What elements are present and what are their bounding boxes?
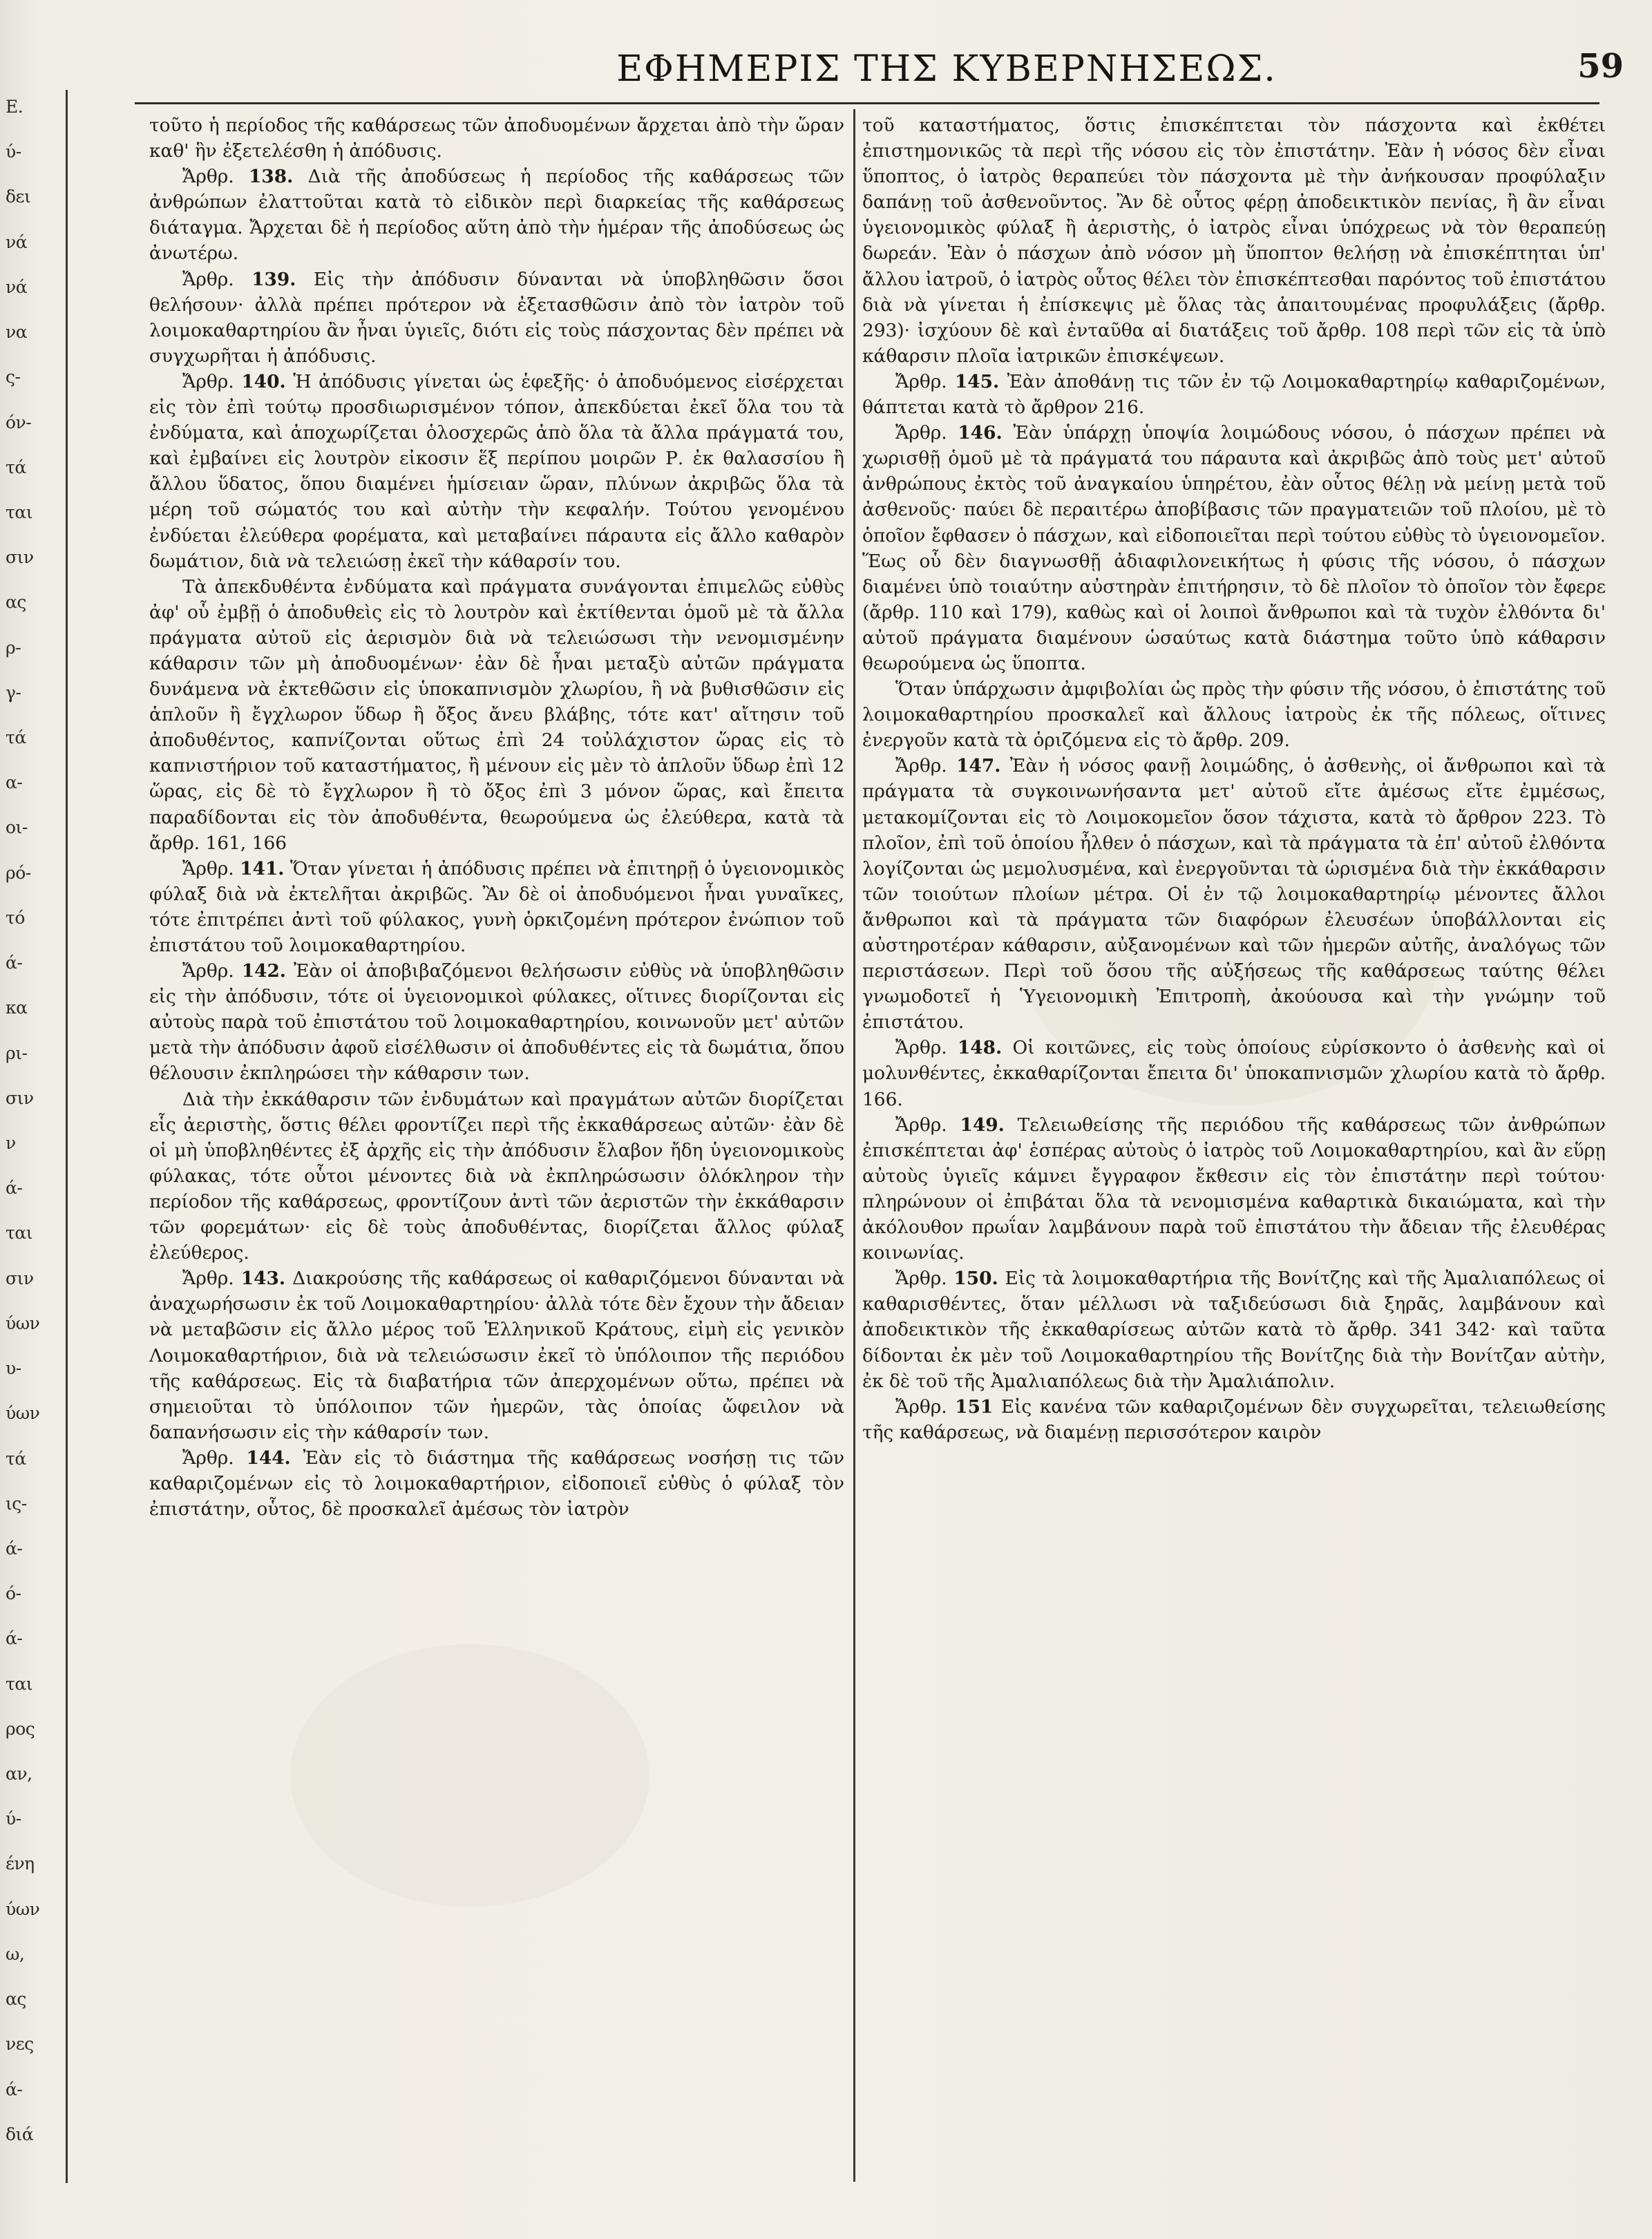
text-paragraph bbox=[149, 1087, 844, 1266]
article-label: Ἄρθρ. bbox=[182, 960, 234, 982]
edge-fragment: ρ- bbox=[6, 637, 21, 658]
paragraph-text: Ἐὰν οἱ ἀποβιβαζόμενοι θελήσωσιν εὐθὺς νὰ ὑποβληθῶσιν εἰς τὴν ἀπόδυσιν, τότε οἱ ὑγειονομικοὶ φύλακες, οἵτινες διορίζονται εἰς αὐτοὺς παρὰ τοῦ ἐπιστάτου τοῦ λοιμοκαθαρτηρίου, κοινωνοῦν μετ' αὐτῶν μετὰ τὴν ἀπόδυσιν ἀφοῦ εἰσέλθωσιν οἱ ἀποδυθέντες εἰς τὰ δωμάτια, ὅπου θέλουσιν ἐκπληρώσει τὴν κάθαρσιν των. bbox=[149, 960, 845, 1085]
edge-fragment: ται bbox=[6, 502, 33, 522]
paragraph-text: Οἱ κοιτῶνες, εἰς τοὺς ὁποίους εὑρίσκοντο ὁ ἀσθενὴς καὶ οἱ μολυνθέντες, ἐκκαθαρίζονται ἔπειτα δι' ὑποκαπνισμῶν χλωρίου κατὰ τὸ ἄρθρ. 166. bbox=[862, 1037, 1606, 1110]
edge-fragment: γ- bbox=[6, 682, 21, 703]
article-paragraph bbox=[149, 1445, 844, 1522]
page-number: 59 bbox=[1577, 47, 1624, 86]
article-number: 149. bbox=[960, 1114, 1005, 1136]
running-title: ΕΦΗΜΕΡΙΣ ΤΗΣ ΚΥΒΕΡΝΗΣΕΩΣ. bbox=[616, 48, 1277, 90]
article-number: 140. bbox=[241, 370, 286, 392]
article-label: Ἄρθρ. bbox=[182, 166, 234, 188]
edge-fragment: ύων bbox=[6, 1313, 40, 1333]
edge-fragment: όν- bbox=[6, 412, 32, 432]
article-label: Ἄρθρ. bbox=[895, 1268, 947, 1290]
edge-fragment: σιν bbox=[6, 1268, 34, 1288]
edge-fragment: ν bbox=[6, 1133, 16, 1153]
article-paragraph bbox=[149, 369, 844, 574]
edge-fragment: ρι- bbox=[6, 1042, 28, 1063]
edge-fragment: ρος bbox=[6, 1718, 35, 1739]
edge-fragment: τά bbox=[6, 457, 26, 477]
article-label: Ἄρθρ. bbox=[182, 370, 234, 392]
article-paragraph bbox=[862, 753, 1606, 1035]
edge-fragment: ά- bbox=[6, 1178, 23, 1199]
paragraph-text: Διακρούσης τῆς καθάρσεως οἱ καθαριζόμενοι δύνανται νὰ ἀναχωρήσωσιν ἐκ τοῦ Λοιμοκαθαρτηρίου· ἀλλὰ τότε δὲν ἔχουν τὴν ἄδειαν νὰ μεταβῶσιν εἰς ἄλλο μέρος τοῦ Ἑλληνικοῦ Κράτους, εἰμὴ εἰς γενικὸν Λοιμοκαθαρτήριον, διὰ νὰ τελειώσωσιν ἐκεῖ τὸ ὑπόλοιπον τῆς περιόδου τῆς καθάρσεως. Εἰς τὰ διαβατήρια τῶν ἀπερχομένων οὕτω, πρέπει νὰ σημειοῦται τὸ ὑπόλοιπον τῶν ἡμερῶν, τὰς ὁποίας ὤφειλον νὰ δαπανήσωσιν εἰς τὴν κάθαρσίν των. bbox=[149, 1268, 845, 1443]
paragraph-text: Εἰς τὰ λοιμοκαθαρτήρια τῆς Βονίτζης καὶ τῆς Ἀμαλιαπόλεως οἱ καθαρισθέντες, ὅταν μέλλωσι νὰ ταξιδεύσωσι διὰ ξηρᾶς, λαμβάνουν καὶ ἀποδεικτικὸν τῆς ἐκκαθαρίσεως αὐτῶν κατὰ τὸ ἄρθρ. 341 342· καὶ ταῦτα δίδονται ἐκ μὲν τοῦ Λοιμοκαθαρτηρίου τῆς Βονίτζης διὰ τὴν Βονίτζαν αὐτὴν, ἐκ δὲ τοῦ τῆς Ἀμαλιαπόλεως διὰ τὴν Ἀμαλιάπολιν. bbox=[862, 1268, 1606, 1392]
edge-fragment: ω, bbox=[6, 1943, 25, 1964]
edge-fragment: Ε. bbox=[6, 97, 23, 117]
paragraph-text: Ἐὰν εἰς τὸ διάστημα τῆς καθάρσεως νοσήσῃ τις τῶν καθαριζομένων εἰς τὸ λοιμοκαθαρτήριον, εἰδοποιεῖ εὐθὺς ὁ φύλαξ τὸν ἐπιστάτην, οὗτος, δὲ προσκαλεῖ ἀμέσως τὸν ἰατρὸν bbox=[149, 1447, 845, 1521]
text-paragraph bbox=[149, 574, 844, 856]
edge-fragment: ό- bbox=[6, 1583, 21, 1604]
edge-fragment: οι- bbox=[6, 817, 28, 838]
edge-fragment: ά- bbox=[6, 1538, 23, 1559]
article-number: 139. bbox=[251, 268, 296, 290]
article-paragraph bbox=[862, 1035, 1606, 1112]
article-paragraph bbox=[149, 856, 844, 958]
article-number: 147. bbox=[956, 755, 1001, 777]
edge-fragment: νες bbox=[6, 2034, 34, 2055]
article-label: Ἄρθρ. bbox=[895, 755, 947, 777]
text-paragraph bbox=[862, 676, 1606, 753]
edge-fragment: σιν bbox=[6, 547, 34, 568]
article-paragraph bbox=[149, 1266, 844, 1445]
paragraph-text: Ὅταν ὑπάρχωσιν ἀμφιβολίαι ὡς πρὸς τὴν φύσιν τῆς νόσου, ὁ ἐπιστάτης τοῦ λοιμοκαθαρτηρίου προσκαλεῖ καὶ ἄλλους ἰατροὺς ἐκ τῆς πόλεως, οἵτινες ἐνεργοῦν κατὰ τὰ ὁριζόμενα εἰς τὸ ἄρθρ. 209. bbox=[862, 678, 1606, 752]
header-rule bbox=[135, 102, 1599, 104]
article-label: Ἄρθρ. bbox=[182, 857, 234, 879]
article-paragraph bbox=[149, 267, 844, 369]
article-number: 148. bbox=[957, 1037, 1003, 1059]
edge-fragment: ας bbox=[6, 1989, 26, 2010]
article-number: 143. bbox=[240, 1268, 286, 1290]
edge-fragment: ά- bbox=[6, 953, 23, 973]
article-number: 146. bbox=[958, 422, 1003, 444]
edge-fragment: υ- bbox=[6, 1358, 21, 1379]
left-column bbox=[149, 113, 844, 2206]
article-label: Ἄρθρ. bbox=[182, 1447, 234, 1469]
paragraph-text: τοῦτο ἡ περίοδος τῆς καθάρσεως τῶν ἀποδυομένων ἄρχεται ἀπὸ τὴν ὥραν καθ' ἣν ἐξετελέσθη ἡ ἀπόδυσις. bbox=[149, 115, 844, 162]
article-paragraph bbox=[149, 958, 844, 1086]
edge-fragment: τά bbox=[6, 1448, 26, 1469]
article-number: 151 bbox=[955, 1395, 994, 1418]
edge-fragment: ται bbox=[6, 1223, 33, 1244]
edge-fragment: ά- bbox=[6, 1628, 23, 1649]
paragraph-text: Διὰ τὴν ἐκκάθαρσιν τῶν ἐνδυμάτων καὶ πραγμάτων αὐτῶν διορίζεται εἷς ἀεριστὴς, ὅστις θέλει φροντίζει περὶ τῆς ἐκκαθάρσεως αὐτῶν· ἐὰν δὲ οἱ μὴ ὑποβληθέντες ἐξ ἀρχῆς εἰς τὴν ἀπόδυσιν ἔλαβον ἤδη ὑγειονομικοὺς φύλακας, τότε οὗτοι μένοντες διὰ νὰ ἐκπληρώσωσιν ὁλόκληρον τὴν περίοδον τῆς καθάρσεως, φροντίζουν ἀντὶ τῶν ἀεριστῶν τὴν ἐκκάθαρσιν τῶν φορεμάτων· εἰς δὲ τοὺς ἀποδυθέντας, διορίζεται ἄλλος φύλαξ ἐλεύθερος. bbox=[149, 1088, 844, 1264]
article-label: Ἄρθρ. bbox=[182, 1268, 234, 1290]
article-number: 141. bbox=[240, 857, 285, 879]
paragraph-text: Ἐὰν ἡ νόσος φανῇ λοιμώδης, ὁ ἀσθενὴς, οἱ ἄνθρωποι καὶ τὰ πράγματα τὰ συγκοινωνήσαντα μετ' αὐτοῦ εἴτε ἀμέσως εἴτε ἐμμέσως, μετακομίζονται εἰς τὸ Λοιμοκομεῖον ὅσον τάχιστα, κατὰ τὸ ἄρθρον 223. Τὸ πλοῖον, ἐπὶ τοῦ ὁποίου ἦλθεν ὁ πάσχων, καὶ τὰ πράγματα τὰ ἐπ' αὐτοῦ ἐλθόντα λογίζονται ὡς μεμολυσμένα, καὶ ἐνεργοῦνται τὰ ὡρισμένα διὰ τὴν ἐκκάθαρσιν τῶν τοιούτων πλοίων μέτρα. Οἱ ἐν τῷ λοιμοκαθαρτηρίῳ μένοντες ἄλλοι ἄνθρωποι καὶ τὰ πράγματα τῶν διαφόρων ἐλευσέων ὑποβάλλονται εἰς αὐστηροτέραν κάθαρσιν, αὐξανομένων καὶ τῶν ἡμερῶν αὐτῆς, ἀναλόγως τῶν περιστάσεων. Περὶ τοῦ ὅσου τῆς αὐξήσεως τῆς καθάρσεως ταύτης θέλει γνωμοδοτεῖ ἡ Ὑγειονομικὴ Ἐπιτροπὴ, ἀκούουσα καὶ τὴν γνώμην τοῦ ἐπιστάτου. bbox=[862, 755, 1606, 1033]
edge-fragment: ύ- bbox=[6, 142, 21, 162]
edge-fragment: ας bbox=[6, 592, 26, 613]
adjacent-page-edge bbox=[0, 90, 68, 2183]
edge-fragment: αν, bbox=[6, 1764, 32, 1784]
paragraph-text: Ὅταν γίνεται ἡ ἀπόδυσις πρέπει νὰ ἐπιτηρῇ ὁ ὑγειονομικὸς φύλαξ διὰ νὰ ἐκτελῆται ἀκριβῶς. Ἂν δὲ οἱ ἀποδυόμενοι ἦναι γυναῖκες, τότε ἐπιτρέπει ἀντὶ τοῦ φύλακος, γυνὴ ὁρκιζομένη πρότερον ἐνώπιον τοῦ ἐπιστάτου τοῦ λοιμοκαθαρτηρίου. bbox=[149, 857, 845, 956]
text-paragraph bbox=[862, 113, 1606, 369]
edge-fragment: να bbox=[6, 322, 28, 343]
edge-fragment: τά bbox=[6, 727, 26, 748]
edge-fragment: διά bbox=[6, 2124, 34, 2144]
article-label: Ἄρθρ. bbox=[895, 370, 947, 392]
article-paragraph bbox=[149, 164, 844, 266]
article-label: Ἄρθρ. bbox=[182, 268, 234, 290]
text-paragraph bbox=[149, 113, 844, 164]
article-number: 142. bbox=[241, 960, 286, 982]
edge-fragment: νά bbox=[6, 276, 28, 297]
column-divider bbox=[853, 109, 855, 2182]
paragraph-text: Διὰ τῆς ἀποδύσεως ἡ περίοδος τῆς καθάρσεως τῶν ἀνθρώπων ἐλαττοῦται κατὰ τὸ εἰδικὸν περὶ διαρκείας τῆς καθάρσεως διάταγμα. Ἄρχεται δὲ ἡ περίοδος αὕτη ἀπὸ τὴν ἡμέραν τῆς ἀποδύσεως ὡς ἀνωτέρω. bbox=[149, 166, 845, 265]
edge-fragment: ύων bbox=[6, 1898, 40, 1919]
edge-fragment: ά- bbox=[6, 2079, 23, 2099]
paragraph-text: Εἰς τὴν ἀπόδυσιν δύνανται νὰ ὑποβληθῶσιν ὅσοι θελήσουν· ἀλλὰ πρέπει πρότερον νὰ ἐξετασθῶσιν ἀπὸ τὸν ἰατρὸν τοῦ λοιμοκαθαρτηρίου ἂν ἦναι ὑγιεῖς, διότι εἰς τοὺς πάσχοντας δὲν πρέπει νὰ συγχωρῆται ἡ ἀπόδυσις. bbox=[149, 268, 845, 367]
article-paragraph bbox=[862, 1266, 1606, 1393]
paragraph-text: Εἰς κανένα τῶν καθαριζομένων δὲν συγχωρεῖται, τελειωθείσης τῆς καθάρσεως, νὰ διαμένῃ περισσότερον καιρὸν bbox=[862, 1395, 1606, 1443]
article-number: 144. bbox=[246, 1447, 291, 1469]
article-paragraph bbox=[862, 420, 1606, 676]
paragraph-text: Ἐὰν ὑπάρχῃ ὑποψία λοιμώδους νόσου, ὁ πάσχων πρέπει νὰ χωρισθῇ ὁμοῦ μὲ τὰ πράγματά του πάραυτα καὶ ἀκριβῶς ἀπὸ τοὺς μετ' αὐτοῦ ἀνθρώπους ἐκτὸς τοῦ ἀναγκαίου ὑπηρέτου, ἐὰν οὗτος θέλῃ νὰ μείνῃ μετὰ τοῦ ἀσθενοῦς· παύει δὲ περαιτέρω ἀποβίβασις τῶν πραγματειῶν τοῦ πλοίου, μὲ τὸ ὁποῖον ἔφθασεν ὁ πάσχων, καὶ εἰδοποιεῖται περὶ τούτου εὐθὺς τὸ ὑγειονομεῖον. Ἕως οὗ δὲν διαγνωσθῇ ἀδιαφιλονεικήτως ἡ φύσις τῆς νόσου, ὁ πάσχων διαμένει ὑπὸ τοιαύτην αὐστηρὰν ἐπιτήρησιν, τὸ δὲ πλοῖον τὸ ὁποῖον τὸν ἔφερε (ἄρθρ. 110 καὶ 179), καθὼς καὶ οἱ λοιποὶ ἄνθρωποι καὶ τὰ τυχὸν ἐλθόντα δι' αὐτοῦ πράγματα διαμένουν ὡσαύτως κατὰ διάστημα τοῦτο ὑπὸ κάθαρσιν θεωρούμενα ὡς ὕποπτα. bbox=[862, 422, 1606, 674]
article-number: 150. bbox=[953, 1268, 998, 1290]
paragraph-text: τοῦ καταστήματος, ὅστις ἐπισκέπτεται τὸν πάσχοντα καὶ ἐκθέτει ἐπιστημονικῶς τὰ περὶ τῆς νόσου εἰς τὸν ἐπιστάτην. Ἐὰν ἡ νόσος δὲν εἶναι ὕποπτος, ὁ ἰατρὸς θεραπεύει τὸν πάσχοντα μὲ τὴν ἀνήκουσαν προφύλαξιν δαπάνῃ τοῦ ἀσθενοῦντος. Ἂν δὲ οὗτος φέρῃ ἀποδεικτικὸν πενίας, ἢ ἂν εἶναι ὑγειονομικὸς φύλαξ ἢ ἀεριστὴς, ὁ ἰατρὸς εἶναι ὑπόχρεως νὰ τὸν θεραπεύῃ δωρεάν. Ἐὰν ὁ πάσχων ἀπὸ νόσον μὴ ὕποπτον θελήσῃ νὰ ἐπισκέπτηται ὑπ' ἄλλου ἰατροῦ, ὁ ἰατρὸς οὗτος θέλει τὸν ἐπισκέπτεσθαι παρόντος τοῦ ἐπιστάτου διὰ νὰ γίνεται ἡ ἐπίσκεψις μὲ ὅλας τὰς ἀπαιτουμένας προφυλάξεις (ἄρθρ. 293)· ἰσχύουν δὲ καὶ ἐνταῦθα αἱ διατάξεις τοῦ ἄρθρ. 108 περὶ τῶν εἰς τὰ ὑπὸ κάθαρσιν πλοῖα ἰατρικῶν ἐπισκέψεων. bbox=[862, 115, 1606, 367]
edge-fragment: νά bbox=[6, 231, 28, 252]
article-label: Ἄρθρ. bbox=[895, 422, 947, 444]
article-label: Ἄρθρ. bbox=[895, 1114, 947, 1136]
paragraph-text: Ἐὰν ἀποθάνῃ τις τῶν ἐν τῷ Λοιμοκαθαρτηρίῳ καθαριζομένων, θάπτεται κατὰ τὸ ἄρθρον 216. bbox=[862, 370, 1606, 419]
article-number: 138. bbox=[248, 166, 294, 188]
edge-fragment: ύ- bbox=[6, 1809, 21, 1829]
paragraph-text: Τὰ ἀπεκδυθέντα ἐνδύματα καὶ πράγματα συνάγονται ἐπιμελῶς εὐθὺς ἀφ' οὗ ἐμβῇ ὁ ἀποδυθεὶς εἰς τὸ λουτρὸν καὶ ἐκτίθενται ὁμοῦ μὲ τὰ ἄλλα πράγματα αὐτοῦ εἰς ἀερισμὸν διὰ νὰ τελειώσωσι τὴν νενομισμένην κάθαρσιν τῶν μὴ ἀποδυομένων· ἐὰν δὲ ἦναι μεταξὺ αὐτῶν πράγματα δυνάμενα νὰ ἐκτεθῶσιν εἰς ὑποκαπνισμὸν χλωρίου, ἢ νὰ βυθισθῶσιν εἰς ἁπλοῦν ἢ ἔγχλωρον ὕδωρ ἢ ὄξος ἄνευ βλάβης, τότε κατ' αἴτησιν τοῦ ἀποδυθέντος, καπνίζονται οὕτως ἐπὶ 24 τοὐλάχιστον ὥρας εἰς τὸ καπνιστήριον τοῦ καταστήματος, ἢ μένουν εἰς μὲν τὸ ἁπλοῦν ὕδωρ ἐπὶ 12 ὥρας, εἰς δὲ τὸ ἔγχλωρον ἢ τὸ ὄξος ἐπὶ 3 μόνον ὥρας, καὶ ἔπειτα παραδίδονται εἰς τὸν ἀποδυθέντα, θεωρούμενα ὡς ἐλεύθερα, κατὰ τὰ ἄρθρ. 161, 166 bbox=[149, 575, 844, 854]
article-paragraph bbox=[862, 1112, 1606, 1266]
edge-fragment: κα bbox=[6, 998, 28, 1018]
edge-fragment: ρό- bbox=[6, 862, 31, 883]
article-label: Ἄρθρ. bbox=[895, 1037, 947, 1059]
paragraph-text: Ἡ ἀπόδυσις γίνεται ὡς ἑφεξῆς· ὁ ἀποδυόμενος εἰσέρχεται εἰς τὸν ἐπὶ τούτῳ προσδιωρισμένον τόπον, ἀπεκδύεται ἐκεῖ ὅλα του τὰ ἐνδύματα, καὶ ἀποχωρίζεται ὁλοσχερῶς ἀπὸ ὅλα τὰ ἄλλα πράγματά του, καὶ ἐμβαίνει εἰς λουτρὸν εἰκοσιν ἕξ περίπου μοιρῶν Ρ. ἐκ θαλασσίου ἢ ἄλλου ὕδατος, ὅπου διαμένει ἡμίσειαν ὥραν, πλύνων ἀκριβῶς ὅλα τὰ μέρη τοῦ σώματός του καὶ αὐτὴν τὴν κεφαλήν. Τούτου γενομένου ἐνδύεται ἐλεύθερα φορέματα, καὶ μεταβαίνει πάραυτα εἰς ἄλλο καθαρὸν δωμάτιον, διὰ νὰ τελειώσῃ ἐκεῖ τὴν κάθαρσίν του. bbox=[149, 370, 844, 572]
right-column bbox=[862, 113, 1606, 2206]
article-number: 145. bbox=[954, 370, 1000, 392]
edge-fragment: ύων bbox=[6, 1403, 40, 1424]
edge-fragment: α- bbox=[6, 772, 23, 793]
edge-fragment: δει bbox=[6, 187, 31, 207]
edge-fragment: τό bbox=[6, 907, 25, 928]
edge-fragment: ται bbox=[6, 1673, 33, 1694]
edge-fragment: ς- bbox=[6, 367, 21, 388]
article-label: Ἄρθρ. bbox=[895, 1395, 947, 1418]
paragraph-text: Τελειωθείσης τῆς περιόδου τῆς καθάρσεως τῶν ἀνθρώπων ἐπισκέπτεται ἀφ' ἑσπέρας αὐτοὺς ὁ ἰατρὸς τοῦ Λοιμοκαθαρτηρίου, καὶ ἂν εὕρῃ αὐτοὺς ὑγιεῖς κάμνει ἔγγραφον ἔκθεσιν εἰς τὸν ἐπιστάτην περὶ τούτου· πληρώνουν οἱ ἐπιβάται ὅλα τὰ νενομισμένα καθαρτικὰ δικαιώματα, καὶ τὴν ἀκόλουθον πρωΐαν λαμβάνουν παρὰ τοῦ ἐπιστάτου τὴν ἄδειαν τῆς ἐλευθέρας κοινωνίας. bbox=[862, 1114, 1606, 1264]
page-header bbox=[111, 41, 1631, 97]
edge-fragment: σιν bbox=[6, 1087, 34, 1108]
edge-fragment: ις- bbox=[6, 1493, 27, 1514]
article-paragraph bbox=[862, 1394, 1606, 1445]
edge-fragment: ένη bbox=[6, 1854, 35, 1874]
article-paragraph bbox=[862, 369, 1606, 420]
